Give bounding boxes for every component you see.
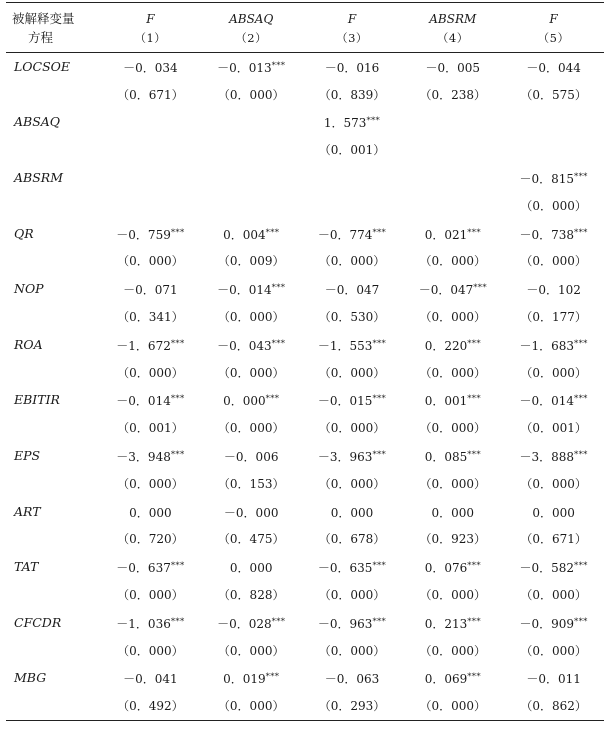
coefficient-value: －0．014: [217, 283, 272, 298]
coefficient-cell: [201, 665, 302, 693]
coefficient-value: －0．071: [123, 283, 178, 298]
coefficient-cell: [100, 498, 201, 526]
significance-stars: ***: [372, 450, 387, 461]
coefficient-cell: [201, 609, 302, 637]
coefficient-value: －0．815: [519, 172, 575, 187]
variable-name: ART: [14, 503, 41, 519]
pvalue-cell: [402, 136, 503, 164]
coefficient-value: －0．015: [317, 394, 373, 409]
coefficient-row: [6, 275, 604, 303]
coefficient-value: 0．085: [424, 450, 468, 465]
coefficient-value: －0．028: [217, 616, 272, 631]
coefficient-value: －0．041: [123, 672, 178, 687]
coefficient-value: 0．220: [424, 338, 468, 353]
coefficient-value: －0．963: [317, 616, 373, 631]
pvalue-row: [6, 414, 604, 442]
coefficient-value: －0．014: [519, 394, 575, 409]
column-title-2: ABSAQ: [201, 3, 302, 30]
coefficient-row: [6, 331, 604, 359]
coefficient-row: [6, 609, 604, 637]
coefficient-value: 0．213: [424, 616, 468, 631]
pvalue-row: [6, 303, 604, 331]
coefficient-cell: [100, 331, 201, 359]
pvalue-cell: （0．000）: [520, 588, 587, 603]
variable-name: ABSRM: [14, 170, 63, 186]
pvalue-cell: （0．000）: [419, 643, 487, 658]
coefficient-value: －0．044: [526, 60, 581, 75]
pvalue-cell: （0．000）: [520, 643, 587, 658]
significance-stars: ***: [271, 60, 286, 71]
coefficient-row: [6, 109, 604, 137]
pvalue-row: [6, 470, 604, 498]
significance-stars: ***: [170, 338, 185, 349]
significance-stars: ***: [372, 394, 387, 405]
coefficient-value: －0．016: [324, 60, 380, 75]
coefficient-cell: [402, 609, 503, 637]
coefficient-cell: [201, 109, 302, 137]
pvalue-cell: （0．000）: [117, 588, 184, 603]
pvalue-cell: （0．000）: [419, 588, 487, 603]
significance-stars: ***: [467, 616, 481, 627]
pvalue-cell: （0．000）: [217, 87, 285, 102]
table-header: [6, 3, 604, 53]
coefficient-cell: [302, 498, 403, 526]
coefficient-value: －0．014: [116, 394, 171, 409]
coefficient-value: －0．005: [425, 60, 481, 75]
pvalue-row: [6, 526, 604, 554]
variable-name: LOCSOE: [14, 58, 71, 74]
coefficient-value: －0．738: [519, 227, 575, 242]
coefficient-value: －1．672: [116, 338, 171, 353]
significance-stars: ***: [574, 394, 588, 405]
coefficient-cell: [201, 387, 302, 415]
coefficient-value: －0．637: [116, 561, 171, 576]
coefficient-value: －3．963: [317, 450, 373, 465]
pvalue-cell: （0．000）: [402, 692, 503, 720]
coefficient-cell: [402, 164, 503, 192]
significance-stars: ***: [265, 227, 280, 238]
coefficient-value: －0．909: [519, 616, 575, 631]
coefficient-cell: [402, 220, 503, 248]
significance-stars: ***: [467, 394, 481, 405]
coefficient-value: －0．043: [217, 338, 272, 353]
pvalue-row: [6, 248, 604, 276]
coefficient-cell: [100, 387, 201, 415]
coefficient-cell: [503, 53, 604, 81]
pvalue-cell: [302, 192, 403, 220]
variable-name: CFCDR: [14, 614, 62, 630]
pvalue-cell: （0．000）: [520, 198, 587, 213]
significance-stars: ***: [574, 616, 588, 627]
coefficient-row: [6, 220, 604, 248]
coefficient-cell: [402, 331, 503, 359]
coefficient-value: －0．034: [123, 60, 178, 75]
pvalue-cell: （0．000）: [217, 310, 285, 325]
pvalue-cell: （0．000）: [419, 421, 487, 436]
pvalue-cell: （0．000）: [419, 254, 487, 269]
coefficient-cell: [503, 331, 604, 359]
coefficient-value: －0．013: [217, 60, 272, 75]
variable-name: EBITIR: [14, 392, 60, 408]
pvalue-cell: （0．000）: [318, 476, 386, 491]
significance-stars: ***: [574, 338, 588, 349]
coefficient-value: 0．004: [223, 227, 266, 242]
coefficient-value: 0．000: [532, 505, 575, 520]
pvalue-cell: （0．000）: [520, 365, 587, 380]
coefficient-cell: [100, 109, 201, 137]
coefficient-value: 1．573: [323, 116, 367, 131]
variable-name: ABSAQ: [14, 114, 61, 130]
significance-stars: ***: [271, 338, 286, 349]
coefficient-value: －0．635: [317, 561, 373, 576]
coefficient-cell: [503, 275, 604, 303]
coefficient-cell: [402, 387, 503, 415]
pvalue-row: [6, 637, 604, 665]
coefficient-value: －0．759: [116, 227, 171, 242]
pvalue-cell: （0．153）: [217, 476, 285, 491]
coefficient-cell: [201, 553, 302, 581]
pvalue-cell: （0．001）: [520, 421, 587, 436]
coefficient-cell: [402, 109, 503, 137]
variable-name: ROA: [14, 336, 43, 352]
significance-stars: ***: [467, 672, 481, 683]
pvalue-cell: （0．009）: [217, 254, 285, 269]
column-number-5: （5）: [503, 29, 604, 53]
column-number-2: （2）: [201, 29, 302, 53]
pvalue-cell: （0．475）: [217, 532, 285, 547]
variable-name: QR: [14, 225, 34, 241]
significance-stars: ***: [170, 450, 185, 461]
variable-name: TAT: [14, 559, 39, 575]
pvalue-cell: （0．923）: [419, 532, 487, 547]
coefficient-value: －0．582: [519, 561, 575, 576]
coefficient-cell: [503, 164, 604, 192]
coefficient-value: 0．000: [431, 505, 475, 520]
significance-stars: ***: [372, 561, 387, 572]
coefficient-value: 0．000: [330, 505, 374, 520]
pvalue-cell: （0．720）: [117, 532, 184, 547]
pvalue-cell: （0．000）: [419, 476, 487, 491]
pvalue-row: [6, 136, 604, 164]
pvalue-row: [6, 192, 604, 220]
coefficient-cell: [100, 609, 201, 637]
coefficient-cell: [402, 53, 503, 81]
column-title-4: ABSRM: [402, 3, 503, 30]
significance-stars: ***: [265, 394, 280, 405]
pvalue-cell: （0．000）: [117, 365, 184, 380]
significance-stars: ***: [366, 116, 381, 127]
coefficient-cell: [503, 387, 604, 415]
pvalue-cell: （0．492）: [100, 692, 201, 720]
column-title-3: F: [302, 3, 403, 30]
pvalue-cell: （0．000）: [117, 643, 184, 658]
column-number-1: （1）: [100, 29, 201, 53]
pvalue-cell: （0．238）: [419, 87, 487, 102]
coefficient-cell: [302, 164, 403, 192]
coefficient-value: 0．076: [424, 561, 468, 576]
coefficient-cell: [402, 275, 503, 303]
significance-stars: ***: [574, 227, 588, 238]
pvalue-row: [6, 81, 604, 109]
coefficient-value: 0．021: [424, 227, 468, 242]
coefficient-value: －0．047: [324, 283, 380, 298]
significance-stars: ***: [372, 227, 387, 238]
coefficient-cell: [503, 665, 604, 693]
coefficient-cell: [100, 53, 201, 81]
pvalue-cell: （0．671）: [520, 532, 587, 547]
equation-label: 方程: [6, 29, 100, 53]
coefficient-row: [6, 387, 604, 415]
coefficient-cell: [201, 53, 302, 81]
pvalue-cell: （0．000）: [318, 588, 386, 603]
column-title-1: F: [100, 3, 201, 30]
pvalue-cell: （0．000）: [318, 421, 386, 436]
coefficient-value: 0．001: [424, 394, 468, 409]
coefficient-row: [6, 498, 604, 526]
coefficient-cell: [302, 220, 403, 248]
coefficient-cell: [302, 109, 403, 137]
coefficient-cell: [201, 164, 302, 192]
coefficient-cell: [100, 553, 201, 581]
significance-stars: ***: [170, 561, 185, 572]
pvalue-cell: （0．839）: [318, 87, 386, 102]
coefficient-cell: [503, 109, 604, 137]
coefficient-value: －0．000: [223, 505, 279, 520]
pvalue-cell: （0．530）: [318, 310, 386, 325]
pvalue-cell: （0．000）: [217, 365, 285, 380]
coefficient-cell: [302, 387, 403, 415]
significance-stars: ***: [467, 338, 481, 349]
significance-stars: ***: [372, 616, 387, 627]
table-body: [6, 53, 604, 721]
coefficient-cell: [201, 442, 302, 470]
coefficient-row: [6, 164, 604, 192]
coefficient-cell: [402, 498, 503, 526]
coefficient-row: [6, 665, 604, 693]
significance-stars: ***: [265, 672, 280, 683]
pvalue-cell: （0．000）: [217, 421, 285, 436]
pvalue-cell: （0．177）: [520, 310, 587, 325]
coefficient-value: －1．036: [116, 616, 171, 631]
significance-stars: ***: [271, 616, 286, 627]
pvalue-cell: （0．000）: [318, 254, 386, 269]
column-title-5: F: [503, 3, 604, 30]
dependent-variable-label: 被解释变量: [6, 3, 100, 30]
column-number-4: （4）: [402, 29, 503, 53]
coefficient-value: －0．774: [317, 227, 373, 242]
significance-stars: ***: [170, 616, 185, 627]
pvalue-cell: （0．575）: [520, 87, 587, 102]
coefficient-cell: [201, 275, 302, 303]
coefficient-cell: [302, 53, 403, 81]
significance-stars: ***: [467, 227, 481, 238]
coefficient-cell: [302, 665, 403, 693]
variable-name: EPS: [14, 448, 41, 464]
pvalue-cell: （0．862）: [503, 692, 604, 720]
pvalue-cell: [503, 136, 604, 164]
significance-stars: ***: [467, 561, 481, 572]
coefficient-value: －0．102: [526, 283, 581, 298]
pvalue-cell: （0．000）: [201, 692, 302, 720]
coefficient-value: －0．063: [324, 672, 380, 687]
pvalue-cell: （0．828）: [217, 588, 285, 603]
coefficient-value: －3．948: [116, 450, 171, 465]
coefficient-cell: [302, 609, 403, 637]
coefficient-value: 0．000: [229, 561, 273, 576]
pvalue-row: [6, 359, 604, 387]
coefficient-value: 0．019: [223, 672, 266, 687]
pvalue-cell: （0．000）: [117, 254, 184, 269]
pvalue-cell: [201, 192, 302, 220]
significance-stars: ***: [372, 338, 387, 349]
coefficient-value: 0．000: [129, 505, 172, 520]
coefficient-value: 0．000: [223, 394, 266, 409]
pvalue-cell: （0．000）: [419, 365, 487, 380]
pvalue-row: [6, 581, 604, 609]
variable-name: NOP: [14, 281, 44, 297]
coefficient-value: －0．011: [526, 672, 581, 687]
significance-stars: ***: [574, 450, 588, 461]
pvalue-cell: [100, 136, 201, 164]
significance-stars: ***: [574, 172, 588, 183]
pvalue-cell: （0．001）: [117, 421, 184, 436]
significance-stars: ***: [467, 450, 481, 461]
coefficient-cell: [100, 665, 201, 693]
coefficient-value: －3．888: [519, 450, 575, 465]
coefficient-cell: [302, 275, 403, 303]
significance-stars: ***: [271, 283, 286, 294]
coefficient-cell: [302, 331, 403, 359]
significance-stars: ***: [574, 561, 588, 572]
pvalue-cell: （0．341）: [117, 310, 184, 325]
pvalue-cell: （0．000）: [520, 476, 587, 491]
coefficient-cell: [402, 553, 503, 581]
significance-stars: ***: [170, 394, 185, 405]
pvalue-cell: [100, 192, 201, 220]
coefficient-cell: [302, 442, 403, 470]
pvalue-cell: （0．000）: [117, 476, 184, 491]
coefficient-row: [6, 553, 604, 581]
coefficient-cell: [503, 442, 604, 470]
coefficient-cell: [503, 220, 604, 248]
coefficient-cell: [100, 164, 201, 192]
coefficient-row: [6, 442, 604, 470]
coefficient-value: －1．683: [519, 338, 575, 353]
pvalue-cell: （0．000）: [419, 310, 487, 325]
coefficient-cell: [503, 498, 604, 526]
pvalue-cell: （0．293）: [302, 692, 403, 720]
coefficient-value: －1．553: [317, 338, 373, 353]
significance-stars: ***: [170, 227, 185, 238]
coefficient-cell: [100, 275, 201, 303]
pvalue-cell: （0．678）: [318, 532, 386, 547]
coefficient-cell: [201, 498, 302, 526]
pvalue-cell: （0．000）: [318, 643, 386, 658]
coefficient-cell: [503, 553, 604, 581]
pvalue-cell: [402, 192, 503, 220]
column-number-3: （3）: [302, 29, 403, 53]
coefficient-cell: [201, 220, 302, 248]
coefficient-cell: [100, 442, 201, 470]
regression-table: [6, 2, 604, 721]
coefficient-value: 0．069: [424, 672, 468, 687]
coefficient-value: －0．047: [418, 283, 474, 298]
pvalue-cell: [201, 136, 302, 164]
pvalue-cell: （0．000）: [318, 365, 386, 380]
pvalue-cell: （0．000）: [520, 254, 587, 269]
coefficient-cell: [100, 220, 201, 248]
variable-name: MBG: [14, 670, 47, 686]
coefficient-cell: [302, 553, 403, 581]
coefficient-cell: [402, 442, 503, 470]
coefficient-cell: [201, 331, 302, 359]
pvalue-cell: （0．001）: [318, 143, 386, 158]
pvalue-row: [6, 692, 604, 720]
significance-stars: ***: [473, 283, 487, 294]
pvalue-cell: （0．671）: [117, 87, 184, 102]
coefficient-row: [6, 53, 604, 81]
coefficient-value: －0．006: [223, 450, 279, 465]
pvalue-cell: （0．000）: [217, 643, 285, 658]
coefficient-cell: [402, 665, 503, 693]
coefficient-cell: [503, 609, 604, 637]
